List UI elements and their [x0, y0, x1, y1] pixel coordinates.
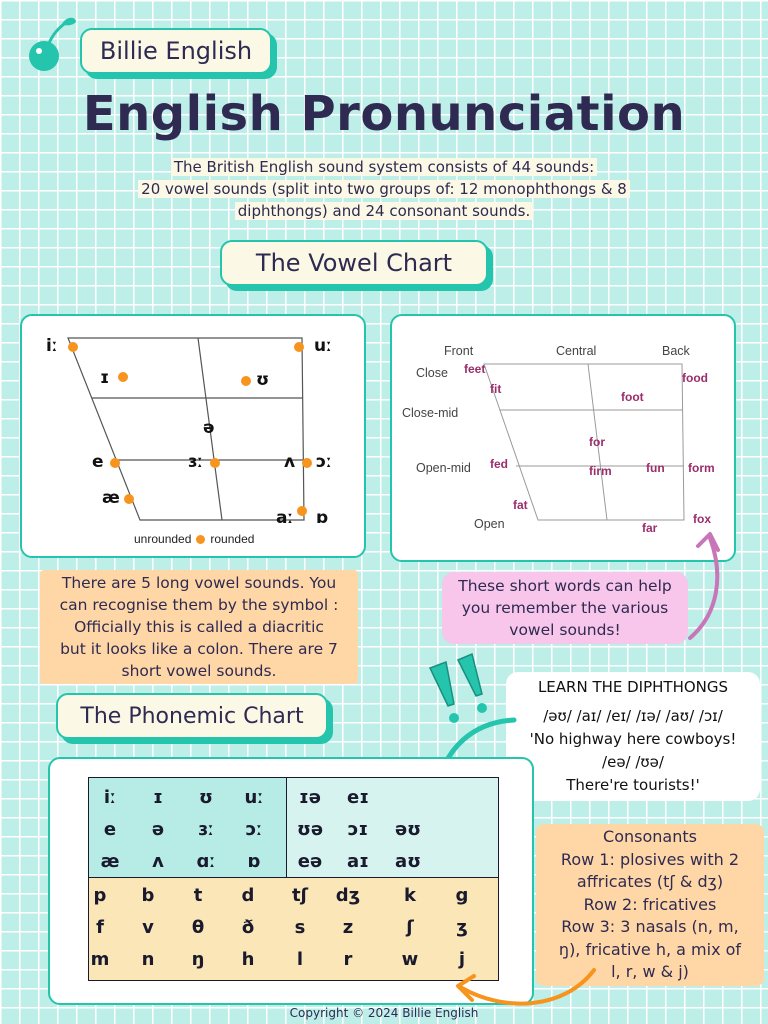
phoneme-symbol: eɪ [346, 787, 370, 808]
legend-rounded: rounded [210, 532, 255, 546]
vowel-word: fat [513, 498, 528, 512]
word-vowel-chart [390, 314, 736, 562]
vowel-word: firm [589, 464, 612, 478]
note-line: /əʊ/ /aɪ/ /eɪ/ /ɪə/ /aʊ/ /ɔɪ/ [543, 707, 723, 725]
vowel-word: food [682, 371, 708, 385]
phoneme-symbol: ɔː [245, 819, 263, 840]
note-line: ŋ), fricative h, a mix of [558, 939, 742, 959]
note-line: short vowel sounds. [121, 662, 277, 680]
row-label: Close [416, 366, 448, 380]
vowel-dot [110, 458, 120, 468]
phoneme-symbol: n [141, 949, 155, 970]
phoneme-symbol: ʌ [152, 851, 164, 872]
vowel-word: foot [621, 390, 644, 404]
phoneme-symbol: v [142, 917, 154, 938]
phoneme-symbol: aɪ [347, 851, 369, 872]
phoneme-symbol: ʊ [199, 787, 213, 808]
phoneme-symbol: əʊ [394, 819, 422, 840]
vowel-word: for [589, 435, 605, 449]
phoneme-symbol: aʊ [394, 851, 422, 872]
phoneme-symbol: ŋ [191, 949, 205, 970]
phoneme-symbol: æ [100, 851, 120, 872]
phoneme-symbol: iː [103, 787, 117, 808]
vowel-word: form [688, 461, 715, 475]
phoneme-symbol: dʒ [335, 885, 361, 906]
phoneme-symbol: ɪ [153, 787, 163, 808]
vowel-symbol: ɔː [316, 452, 332, 472]
vowel-symbol: ʊ [256, 370, 270, 390]
diphthongs-heading: LEARN THE DIPHTHONGS [537, 678, 729, 696]
vowel-word: fun [646, 461, 665, 475]
note-line: you remember the various [461, 599, 669, 617]
vowel-dot [118, 372, 128, 382]
phoneme-symbol: tʃ [291, 885, 309, 906]
phoneme-symbol: ə [151, 819, 165, 840]
note-line: Row 3: 3 nasals (n, m, [561, 917, 739, 936]
copyright-text: Copyright © 2024 Billie English [289, 1006, 479, 1020]
column-label: Front [444, 344, 474, 358]
phoneme-symbol: j [458, 949, 466, 970]
vowel-dot [302, 458, 312, 468]
phoneme-symbol: g [455, 885, 469, 906]
phoneme-symbol: f [96, 917, 104, 938]
vowel-symbol: e [92, 452, 104, 472]
phonemic-chart-heading-label: The Phonemic Chart [80, 703, 304, 729]
phoneme-symbol: z [342, 917, 354, 938]
phoneme-symbol: b [141, 885, 155, 906]
note-line: 'No highway here cowboys! [529, 730, 737, 748]
note-line: /eə/ /ʊə/ [602, 753, 664, 771]
vowel-dot [124, 494, 134, 504]
ipa-vowel-chart [20, 314, 366, 558]
phoneme-symbol: ʃ [406, 917, 414, 938]
vowel-dot [210, 458, 220, 468]
phoneme-symbol: e [103, 819, 117, 840]
vowel-word: fit [490, 382, 502, 396]
vowel-word: fox [693, 512, 711, 526]
vowel-symbol: ɒ [316, 508, 329, 528]
vowel-dot [297, 506, 307, 516]
phoneme-symbol: ʊə [296, 819, 324, 840]
vowel-symbol: aː [276, 508, 294, 528]
vowel-symbol: ʌ [284, 452, 296, 472]
phoneme-symbol: h [241, 949, 255, 970]
phoneme-symbol: m [90, 949, 110, 970]
phoneme-symbol: p [93, 885, 107, 906]
phoneme-symbol: d [241, 885, 255, 906]
phoneme-symbol: θ [191, 917, 205, 938]
vowel-dot [241, 376, 251, 386]
legend-unrounded: unrounded [134, 532, 192, 546]
phoneme-symbol: uː [244, 787, 264, 808]
phoneme-symbol: ð [241, 917, 255, 938]
note-line: vowel sounds! [509, 621, 621, 639]
short-words-note [442, 572, 688, 644]
vowel-chart-heading-label: The Vowel Chart [255, 249, 453, 277]
phoneme-symbol: r [343, 949, 353, 970]
long-vowel-note [40, 570, 358, 684]
vowel-dot [68, 342, 78, 352]
vowel-dot [294, 342, 304, 352]
phonemic-chart-heading [56, 693, 328, 739]
brand-tag [80, 28, 272, 74]
note-line: affricates (tʃ & dʒ) [576, 872, 724, 891]
vowel-symbol: uː [314, 336, 332, 356]
vowel-symbol: æ [102, 488, 120, 508]
intro-line: 20 vowel sounds (split into two groups of: 12 monophthongs & 8 [138, 180, 630, 198]
note-line: These short words can help [458, 577, 672, 595]
legend-dot-icon [196, 535, 205, 544]
phoneme-symbol: ɪə [298, 787, 322, 808]
diphthongs-note [506, 672, 760, 801]
note-line: but it looks like a colon. There are 7 [60, 640, 338, 658]
note-line: Officially this is called a diacritic [74, 618, 324, 636]
phoneme-symbol: ɑː [196, 851, 216, 872]
phoneme-symbol: ɒ [247, 851, 261, 872]
phoneme-symbol: eə [297, 851, 323, 872]
column-label: Back [662, 344, 690, 358]
row-label: Open [474, 517, 505, 531]
intro-text [60, 156, 708, 222]
intro-line: The British English sound system consists of 44 sounds: [171, 158, 597, 176]
row-label: Open-mid [416, 461, 471, 475]
note-line: Row 1: plosives with 2 [560, 849, 740, 869]
phoneme-symbol: t [193, 885, 203, 906]
phoneme-symbol: k [404, 885, 416, 906]
pink-arrow-icon [684, 526, 734, 642]
phoneme-symbol: ɔɪ [347, 819, 369, 840]
note-line: l, r, w & j) [611, 962, 689, 981]
note-line: Row 2: fricatives [583, 894, 717, 914]
vowel-word: feet [464, 362, 486, 376]
phoneme-symbol: ɜː [198, 819, 214, 840]
note-line: can recognise them by the symbol : [59, 596, 339, 614]
vowel-legend [134, 532, 254, 546]
phoneme-symbol: s [294, 917, 306, 938]
cherry-logo-icon [18, 14, 78, 74]
phoneme-symbol: w [401, 949, 419, 970]
vowel-symbol: iː [46, 336, 58, 356]
vowel-symbol: ɜː [188, 452, 203, 472]
vowel-symbol: ə [203, 418, 215, 438]
brand-label: Billie English [99, 37, 253, 65]
note-line: There're tourists!' [566, 776, 700, 794]
phoneme-symbol: ʒ [456, 917, 468, 938]
intro-line: diphthongs) and 24 consonant sounds. [235, 202, 533, 220]
note-line: Consonants [603, 827, 697, 846]
note-line: There are 5 long vowel sounds. You [61, 574, 337, 592]
phoneme-symbol: l [296, 949, 304, 970]
vowel-word: fed [490, 457, 508, 471]
column-label: Central [556, 344, 597, 358]
vowel-word: far [642, 521, 658, 535]
vowel-symbol: ɪ [100, 368, 110, 388]
page-title: English Pronunciation [82, 86, 686, 142]
vowel-chart-heading [220, 240, 488, 286]
row-label: Close-mid [402, 406, 459, 420]
